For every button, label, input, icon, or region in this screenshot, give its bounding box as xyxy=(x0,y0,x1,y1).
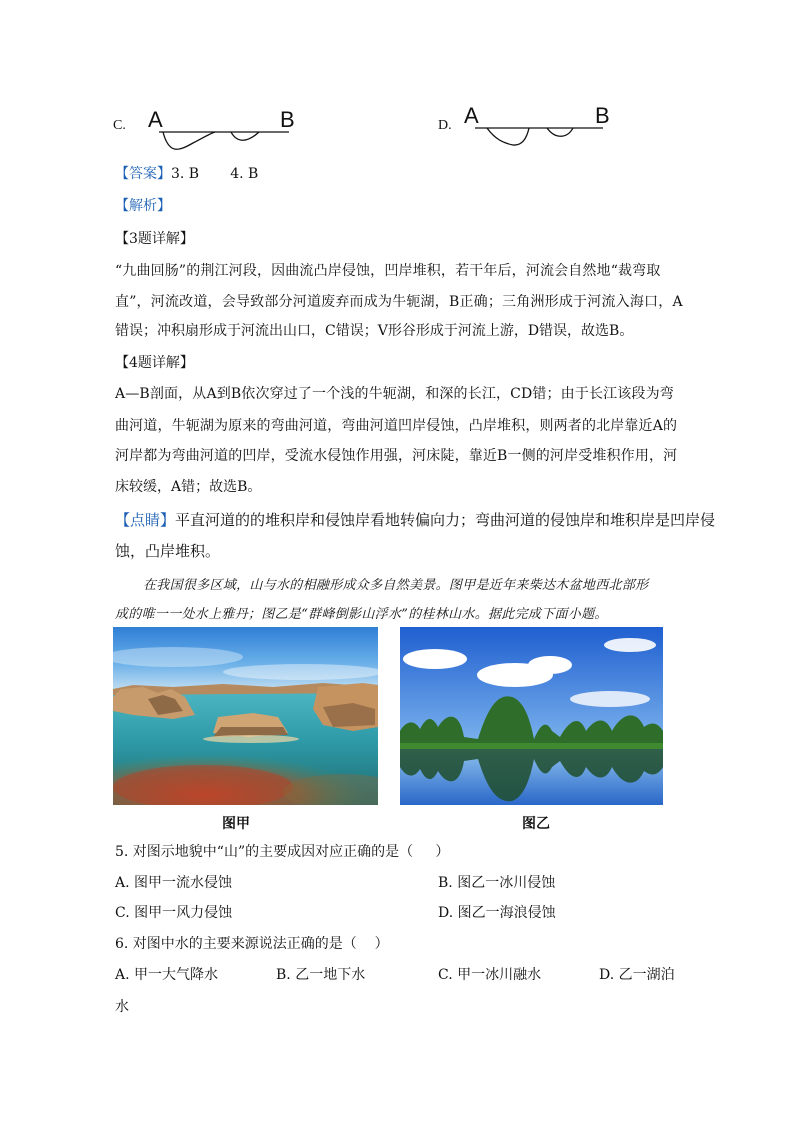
q3-detail-heading xyxy=(115,229,685,249)
profile-c-point-b: B xyxy=(280,107,295,132)
answer-line xyxy=(115,164,685,184)
profile-d-channel-1 xyxy=(487,128,529,145)
q6-stem: 6. 对图中水的主要来源说法正确的是（ ） xyxy=(115,936,389,952)
q3-detail-line-3: 错误；冲积扇形成于河流出山口，C错误；V形谷形成于河流上游，D错误，故选B。 xyxy=(115,323,634,339)
q3-detail-line-1: “九曲回肠”的荆江河段，因曲流凸岸侵蚀，凹岸堆积，若干年后，河流会自然地“裁弯取 xyxy=(115,263,661,279)
option-d-label: D. xyxy=(438,118,452,133)
profile-diagram-d xyxy=(461,99,621,151)
profile-c-channel-1 xyxy=(163,132,215,149)
q6-option-c: C. 甲一冰川融水 xyxy=(438,967,542,983)
option-c-label: C. xyxy=(113,118,126,133)
profile-d-point-a: A xyxy=(464,103,479,128)
intro-line-2: 成的唯一一处水上雅丹；图乙是“群峰倒影山浮水”的桂林山水。据此完成下面小题。 xyxy=(115,607,608,622)
intro-line-1: 在我国很多区域，山与水的相融形成众多自然美景。图甲是近年来柴达木盆地西北部形 xyxy=(143,578,649,593)
point-line-1 xyxy=(115,510,716,530)
q6-option-d-wrap: 水 xyxy=(115,999,129,1015)
profile-c-channel-2 xyxy=(231,132,259,140)
q4-detail-tag: 【4题详解】 xyxy=(115,355,194,371)
q6-option-b: B. 乙一地下水 xyxy=(276,967,366,983)
q6-option-a: A. 甲一大气降水 xyxy=(115,967,219,983)
profile-d-point-b: B xyxy=(595,103,610,128)
point-line-2: 蚀，凸岸堆积。 xyxy=(115,542,221,560)
q5-option-a: A. 图甲一流水侵蚀 xyxy=(115,875,233,891)
profile-d-channel-2 xyxy=(547,128,573,136)
analysis-line xyxy=(115,196,685,216)
q5-option-d: D. 图乙一海浪侵蚀 xyxy=(438,905,556,921)
caption-figure-jia: 图甲 xyxy=(222,816,250,832)
q4-detail-heading xyxy=(115,353,685,373)
q5-stem: 5. 对图示地貌中“山”的主要成因对应正确的是（ ） xyxy=(115,844,450,860)
caption-figure-yi: 图乙 xyxy=(522,816,550,832)
q4-detail-line-1: A—B剖面，从A到B依次穿过了一个浅的牛轭湖，和深的长江，CD错；由于长江该段为弯 xyxy=(115,386,674,402)
q4-detail-line-4: 床较缓，A错；故选B。 xyxy=(115,479,262,495)
q5-option-c: C. 图甲一风力侵蚀 xyxy=(115,905,233,921)
q4-detail-line-2: 曲河道，牛轭湖为原来的弯曲河道，弯曲河道凹岸侵蚀，凸岸堆积，则两者的北岸靠近A的 xyxy=(115,418,678,434)
profile-c-point-a: A xyxy=(148,107,163,132)
answer-text: 3. B 4. B xyxy=(171,166,259,182)
q5-option-b: B. 图乙一冰川侵蚀 xyxy=(438,875,556,891)
photo-water-yardang xyxy=(113,627,378,805)
q3-detail-line-2: 直”，河流改道，会导致部分河道废弃而成为牛轭湖，B正确；三角洲形成于河流入海口，A xyxy=(115,294,683,310)
analysis-tag: 【解析】 xyxy=(115,198,171,214)
q6-option-d: D. 乙一湖泊 xyxy=(599,967,675,983)
point-tag: 【点睛】 xyxy=(115,511,176,529)
q3-detail-tag: 【3题详解】 xyxy=(115,231,194,247)
point-text-1: 平直河道的的堆积岸和侵蚀岸看地转偏向力；弯曲河道的侵蚀岸和堆积岸是凹岸侵 xyxy=(175,511,716,529)
q4-detail-line-3: 河岸都为弯曲河道的凹岸，受流水侵蚀作用强，河床陡，靠近B一侧的河岸受堆积作用，河 xyxy=(115,448,678,464)
profile-diagram-c xyxy=(145,103,305,155)
photo-guilin-karst xyxy=(400,627,663,805)
answer-tag: 【答案】 xyxy=(115,166,171,182)
